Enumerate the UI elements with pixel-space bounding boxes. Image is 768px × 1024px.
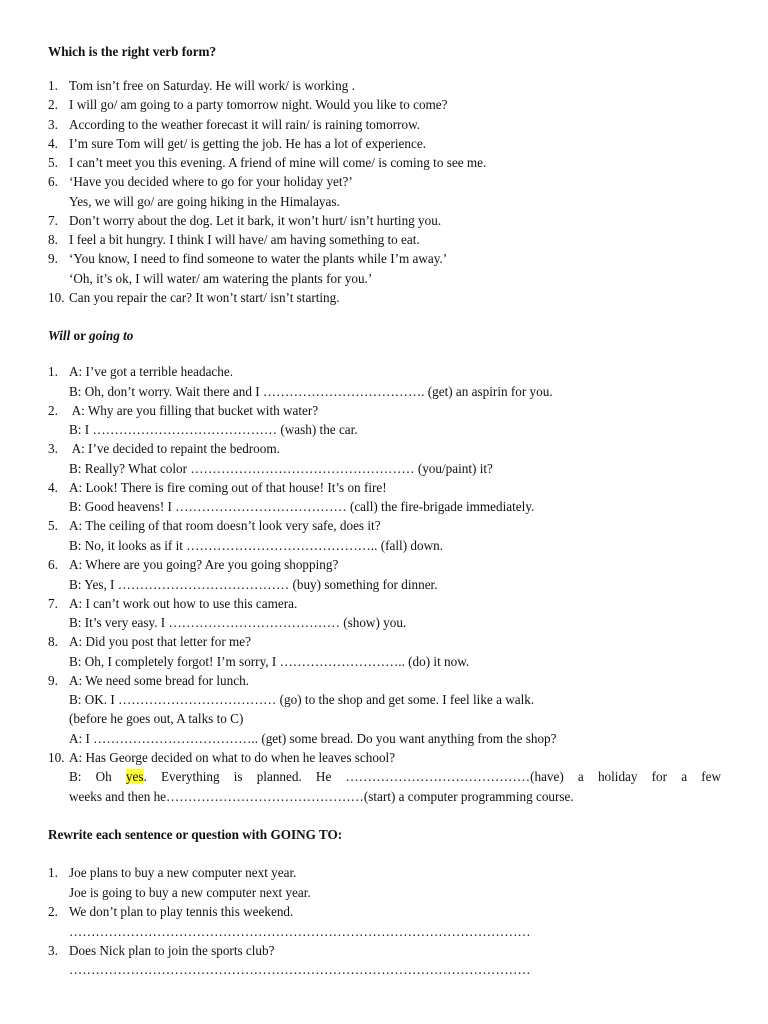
s2-num-9: 9. xyxy=(48,673,58,688)
s1-num-5: 5. xyxy=(48,155,58,170)
s2-line: B: Yes, I ………………………………… (buy) something for dinner. xyxy=(69,577,438,592)
s3-line: Joe plans to buy a new computer next year. xyxy=(69,865,297,880)
s1-num-8: 8. xyxy=(48,232,58,247)
heading-italic-will: Will xyxy=(48,328,71,343)
s1-num-6: 6. xyxy=(48,174,58,189)
s1-line: ‘Oh, it’s ok, I will water/ am watering the plants for you.’ xyxy=(69,271,373,286)
s3-line: Joe is going to buy a new computer next year. xyxy=(69,885,311,900)
s2-line: weeks and then he………………………………………(start) a computer programming course. xyxy=(69,789,574,804)
section3-heading: Rewrite each sentence or question with GOING TO: xyxy=(48,827,343,842)
s2-line: B: Really? What color …………………………………………… (you/paint) it? xyxy=(69,461,493,476)
s2-item10-b-post: . Everything is planned. He ……………………………………(have) a holiday for a few xyxy=(143,769,722,784)
heading-or: or xyxy=(70,328,90,343)
s1-num-2: 2. xyxy=(48,97,58,112)
s2-line: A: I’ve got a terrible headache. xyxy=(69,364,234,379)
s2-line: B: OK. I ……………………………… (go) to the shop and get some. I feel like a walk. xyxy=(69,692,535,707)
s1-line: I can’t meet you this evening. A friend of mine will come/ is coming to see me. xyxy=(69,155,487,170)
s3-num-2: 2. xyxy=(48,904,58,919)
s2-item10-b-pre: B: Oh xyxy=(69,769,126,784)
s2-num-4: 4. xyxy=(48,480,58,495)
s1-line: ‘You know, I need to find someone to water the plants while I’m away.’ xyxy=(69,251,448,266)
section2-heading xyxy=(48,328,133,344)
s2-line: A: The ceiling of that room doesn’t look very safe, does it? xyxy=(69,518,381,533)
s2-num-3: 3. xyxy=(48,441,58,456)
s2-line: A: Why are you filling that bucket with water? xyxy=(69,403,319,418)
s1-num-10: 10. xyxy=(48,290,65,305)
s2-line: A: Did you post that letter for me? xyxy=(69,634,252,649)
s1-line: I feel a bit hungry. I think I will have/ am having something to eat. xyxy=(69,232,420,247)
highlighted-yes: yes xyxy=(125,769,144,784)
s3-answer-line: …………………………………………………………………………………………… xyxy=(69,962,531,977)
s2-num-5: 5. xyxy=(48,518,58,533)
s2-line: B: Oh, I completely forgot! I’m sorry, I ……………………….. (do) it now. xyxy=(69,654,470,669)
s1-line: Yes, we will go/ are going hiking in the Himalayas. xyxy=(69,194,340,209)
s2-line: A: Where are you going? Are you going shopping? xyxy=(69,557,339,572)
s1-line: Can you repair the car? It won’t start/ isn’t starting. xyxy=(69,290,340,305)
s2-line: A: I’ve decided to repaint the bedroom. xyxy=(69,441,280,456)
s1-num-9: 9. xyxy=(48,251,58,266)
s1-line: ‘Have you decided where to go for your holiday yet?’ xyxy=(69,174,353,189)
section1-heading: Which is the right verb form? xyxy=(48,44,217,59)
s2-num-6: 6. xyxy=(48,557,58,572)
s3-num-3: 3. xyxy=(48,943,58,958)
s1-line: I’m sure Tom will get/ is getting the job. He has a lot of experience. xyxy=(69,136,427,151)
s2-line: A: We need some bread for lunch. xyxy=(69,673,249,688)
s1-num-7: 7. xyxy=(48,213,58,228)
s1-num-1: 1. xyxy=(48,78,58,93)
s2-line: B: It’s very easy. I ………………………………… (show) you. xyxy=(69,615,407,630)
s2-num-2: 2. xyxy=(48,403,58,418)
heading-italic-going-to: going to xyxy=(89,328,134,343)
s3-line: Does Nick plan to join the sports club? xyxy=(69,943,275,958)
s2-num-7: 7. xyxy=(48,596,58,611)
s2-line: A: I can’t work out how to use this camera. xyxy=(69,596,298,611)
s2-num-1: 1. xyxy=(48,364,58,379)
s1-line: Don’t worry about the dog. Let it bark, it won’t hurt/ isn’t hurting you. xyxy=(69,213,442,228)
s2-line: A: Has George decided on what to do when he leaves school? xyxy=(69,750,396,765)
s1-line: Tom isn’t free on Saturday. He will work/ is working . xyxy=(69,78,355,93)
s2-num-8: 8. xyxy=(48,634,58,649)
s2-line: (before he goes out, A talks to C) xyxy=(69,711,244,726)
s3-line: We don’t plan to play tennis this weekend. xyxy=(69,904,294,919)
s2-line: B: I …………………………………… (wash) the car. xyxy=(69,422,358,437)
s1-line: According to the weather forecast it will rain/ is raining tomorrow. xyxy=(69,117,421,132)
s2-line: A: I ……………………………….. (get) some bread. Do you want anything from the shop? xyxy=(69,731,557,746)
s2-line: B: Good heavens! I ………………………………… (call) the fire-brigade immediately. xyxy=(69,499,535,514)
s2-item10-b-line xyxy=(69,769,721,785)
s1-num-3: 3. xyxy=(48,117,58,132)
s1-line: I will go/ am going to a party tomorrow night. Would you like to come? xyxy=(69,97,448,112)
s2-num-10: 10. xyxy=(48,750,65,765)
s3-answer-line: …………………………………………………………………………………………… xyxy=(69,924,531,939)
s2-line: A: Look! There is fire coming out of that house! It’s on fire! xyxy=(69,480,387,495)
s3-num-1: 1. xyxy=(48,865,58,880)
s1-num-4: 4. xyxy=(48,136,58,151)
s2-line: B: Oh, don’t worry. Wait there and I ………………………………. (get) an aspirin for you. xyxy=(69,384,553,399)
s2-line: B: No, it looks as if it …………………………………….. (fall) down. xyxy=(69,538,443,553)
